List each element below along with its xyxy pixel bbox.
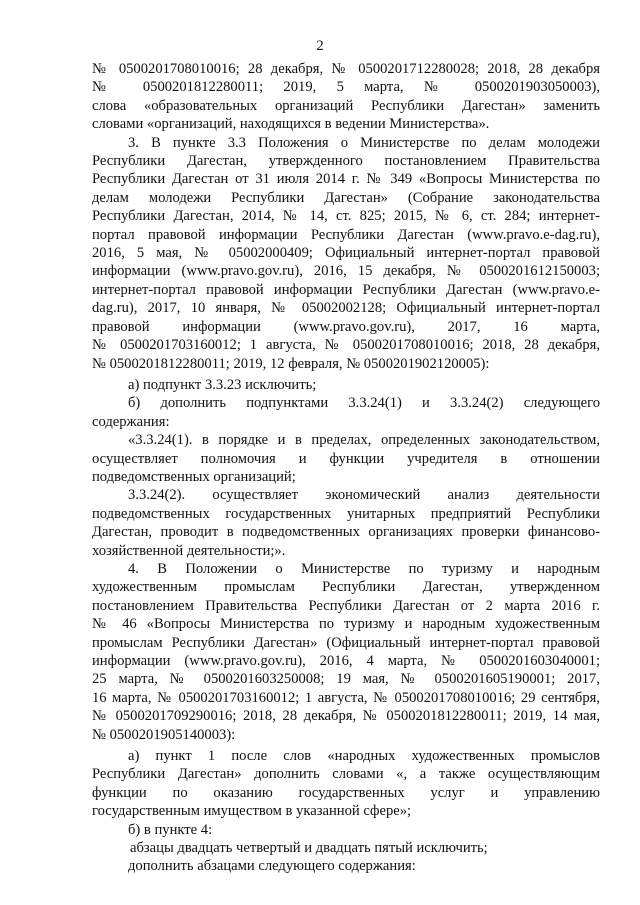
text-line: а) подпункт 3.3.23 исключить; [128,376,317,393]
text-line: Дагестан, проводит в подведомственных организациях проверки финансово- [92,524,600,541]
text-line: Республики Дагестан, 2014, № 14, ст. 825; 2015, № 6, ст. 284; интернет- [92,208,600,225]
text-line: делам молодежи Республики Дагестан» (Собрание законодательства [92,189,600,206]
text-line: 16 марта, № 0500201703160012; 1 августа, № 0500201708010016; 29 сентября, [92,689,600,706]
text-line: портал правовой информации Республики Дагестан (www.pravo.e-dag.ru), [92,226,600,243]
document-body [92,60,600,876]
page-number: 2 [316,38,324,54]
text-line: № 0500201708010016; 28 декабря, № 0500201712280028; 2018, 28 декабря [92,61,600,77]
text-line: интернет-портал правовой информации Республики Дагестан (www.pravo.e- [92,281,600,298]
text-line: № 0500201703160012; 1 августа, № 0500201708010016; 2018, 28 декабря, [92,337,600,354]
text-line: постановлением Правительства Республики Дагестан от 2 марта 2016 г. [92,597,600,614]
text-line: 2016, 5 мая, № 05002000409; Официальный интернет-портал правовой [92,245,600,262]
text-line: дополнить абзацами следующего содержания: [128,858,416,875]
text-line: функции по оказанию государственных услуг и управлению [92,784,600,801]
text-line: информации (www.pravo.gov.ru), 2016, 15 декабря, № 0500201612150003; [92,263,600,280]
text-line: а) пункт 1 после слов «народных художественных промыслов [128,748,600,765]
text-line: Республики Дагестан от 31 июля 2014 г. № 349 «Вопросы Министерства по [92,171,600,188]
text-line: № 0500201709290016; 2018, 28 декабря, № 0500201812280011; 2019, 14 мая, [92,708,600,725]
text-line: № 0500201812280011; 2019, 12 февраля, № 0500201902120005): [92,355,490,372]
text-line: б) дополнить подпунктами 3.3.24(1) и 3.3.24(2) следующего [128,395,600,412]
text-line: содержания: [92,413,170,430]
text-line: № 0500201905140003): [92,726,236,743]
text-line: абзацы двадцать четвертый и двадцать пятый исключить; [130,840,488,857]
text-line: 3.3.24(2). осуществляет экономический анализ деятельности [128,487,600,504]
text-line: Республики Дагестан» дополнить словами «, а также осуществляющим [92,766,600,783]
text-line: подведомственных организаций; [92,468,296,485]
text-line: 4. В Положении о Министерстве по туризму и народным [128,560,600,577]
text-line: хозяйственной деятельности;». [92,542,286,559]
text-line: промыслам Республики Дагестан» (Официальный интернет-портал правовой [92,634,600,651]
text-line: dag.ru), 2017, 10 января, № 05002002128; Официальный интернет-портал [92,300,600,317]
text-line: художественным промыслам Республики Дагестан, утвержденном [92,579,600,596]
text-line: 3. В пункте 3.3 Положения о Министерстве по делам молодежи [128,134,600,151]
text-line: «3.3.24(1). в порядке и в пределах, определенных законодательством, [128,432,600,449]
text-line: правовой информации (www.pravo.gov.ru), 2017, 16 марта, [92,318,600,335]
text-line: № 46 «Вопросы Министерства по туризму и народным художественным [92,616,600,633]
text-line: подведомственных государственных унитарных предприятий Республики [92,505,600,522]
text-line: словами «организаций, находящихся в ведении Министерства». [92,116,490,133]
text-line: 25 марта, № 0500201603250008; 19 мая, № 0500201605190001; 2017, [92,671,600,688]
text-line: Республики Дагестан, утвержденного постановлением Правительства [92,153,600,170]
text-line: осуществляет полномочия и функции учредителя в отношении [92,450,600,467]
text-line: слова «образовательных организаций Республики Дагестан» заменить [92,97,600,114]
text-line: информации (www.pravo.gov.ru), 2016, 4 марта, № 0500201603040001; [92,653,600,669]
text-line: № 0500201812280011; 2019, 5 марта, № 0500201903050003), [92,79,600,96]
text-line: государственным имуществом в указанной сфере»; [92,803,412,820]
text-line: б) в пункте 4: [128,821,213,838]
